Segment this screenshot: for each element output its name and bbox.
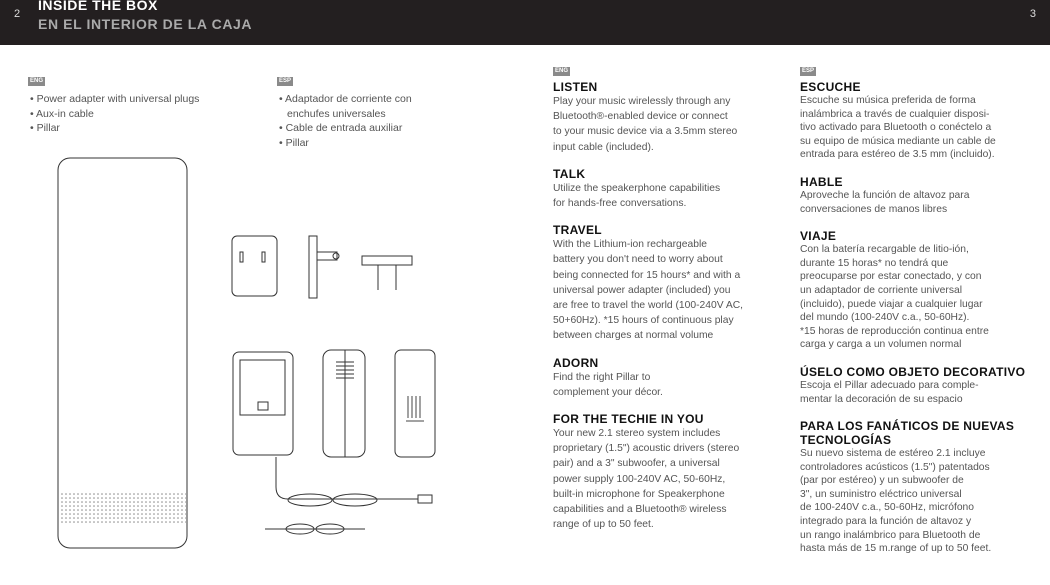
feature-body: With the Lithium-ion rechargeable battery you don't need to worry about being connected for 15 hours* and with a universal power adapter (included) you are free to travel the world (100-240V AC, 50+60Hz). *15 hours of continuous play between charges at normal volume	[553, 239, 744, 342]
language-tag: ESP	[802, 68, 815, 74]
feature-listen	[553, 80, 793, 155]
feature-tecnologias	[800, 419, 1015, 556]
feature-heading: VIAJE	[800, 229, 837, 244]
feature-body: Escoja el Pillar adecuado para comple- mentar la decoración de su espacio	[800, 379, 979, 405]
pillar-speaker-illustration	[58, 158, 187, 548]
plug-front-icon	[232, 236, 277, 296]
feature-hable	[800, 175, 1045, 216]
title-english: INSIDE THE BOX	[38, 0, 158, 13]
feature-talk	[553, 167, 793, 211]
power-cable-icon	[276, 457, 432, 506]
features-english-column	[553, 67, 793, 544]
feature-uselo	[800, 365, 1045, 406]
feature-body: Utilize the speakerphone capabilities for hands-free conversations.	[553, 182, 721, 210]
feature-escuche	[800, 80, 1045, 162]
adapter-front-icon	[395, 350, 435, 457]
feature-heading: ADORN	[553, 355, 599, 370]
feature-viaje	[800, 229, 1045, 352]
feature-body: Find the right Pillar to complement your décor.	[553, 371, 663, 398]
feature-body: Escuche su música preferida de forma inalámbrica a través de cualquier disposi- tivo activado para Bluetooth o conéctelo a su equipo de música mediante un cable de entrada para estéreo de 3.5 mm (incluido).	[800, 95, 996, 161]
list-item: • Cable de entrada auxiliar	[277, 121, 447, 136]
title-spanish: EN EL INTERIOR DE LA CAJA	[38, 16, 253, 32]
list-item: • Adaptador de corriente con enchufes universales	[277, 92, 447, 121]
plug-side-icon	[309, 236, 339, 298]
list-item: • Aux-in cable	[28, 107, 248, 122]
feature-heading: LISTEN	[553, 80, 598, 94]
feature-travel	[553, 223, 793, 343]
aux-cable-icon	[265, 524, 365, 534]
adapter-side-icon	[323, 350, 365, 457]
language-tag: ENG	[555, 68, 569, 74]
feature-techie	[553, 412, 793, 532]
feature-heading: ÚSELO COMO OBJETO DECORATIVO	[800, 364, 1026, 379]
list-item: • Pillar	[28, 121, 248, 136]
plug-top-icon	[362, 256, 412, 290]
feature-heading: HABLE	[800, 174, 843, 189]
feature-heading: TRAVEL	[553, 223, 602, 238]
feature-heading: PARA LOS FANÁTICOS DE NUEVAS TECNOLOGÍAS	[800, 419, 1015, 448]
feature-body: Con la batería recargable de litio-ión, durante 15 horas* no tendrá que preocuparse por estar conectado, y con un adaptador de corriente universal (incluido), puede viajar a cualquier lugar del mundo (100-240V c.a., 50-60Hz). *15 horas de reproducción continua entre carga y carga a un volumen normal	[800, 244, 989, 351]
feature-adorn	[553, 356, 793, 400]
stelle-logo	[406, 396, 424, 421]
feature-body: Aproveche la función de altavoz para conversaciones de manos libres	[800, 189, 970, 215]
features-spanish-column	[800, 67, 1045, 569]
feature-body: Play your music wirelessly through any Bluetooth®-enabled device or connect to your music device via a 3.5mm stereo input cable (included).	[553, 96, 738, 153]
adapter-back-icon	[233, 352, 293, 455]
feature-heading: TALK	[553, 166, 586, 181]
list-item: • Pillar	[277, 136, 447, 151]
language-tag: ESP	[279, 78, 292, 84]
feature-body: Su nuevo sistema de estéreo 2.1 incluye controladores acústicos (1.5") patentados (par por estéreo) y un subwoofer de 3", un suministro eléctrico universal de 100-240V c.a., 50-60Hz, micrófono integrado para la función de altavoz y un rango inalámbrico para Bluetooth de hasta más de 15 m.range of up to 50 feet.	[800, 448, 992, 555]
feature-heading: ESCUCHE	[800, 80, 861, 94]
feature-heading: FOR THE TECHIE IN YOU	[553, 412, 704, 427]
page-number-left: 2	[14, 8, 21, 20]
list-item: • Power adapter with universal plugs	[28, 92, 248, 107]
feature-body: Your new 2.1 stereo system includes proprietary (1.5") acoustic drivers (stereo pair) and a 3" subwoofer, a universal power supply 100-240V AC, 50-60Hz, built-in microphone for Speakerphone capabilities and a Bluetooth® wireless range of up to 50 feet.	[553, 428, 740, 531]
language-tag: ENG	[30, 78, 44, 84]
page-number-right: 3	[1029, 8, 1036, 20]
